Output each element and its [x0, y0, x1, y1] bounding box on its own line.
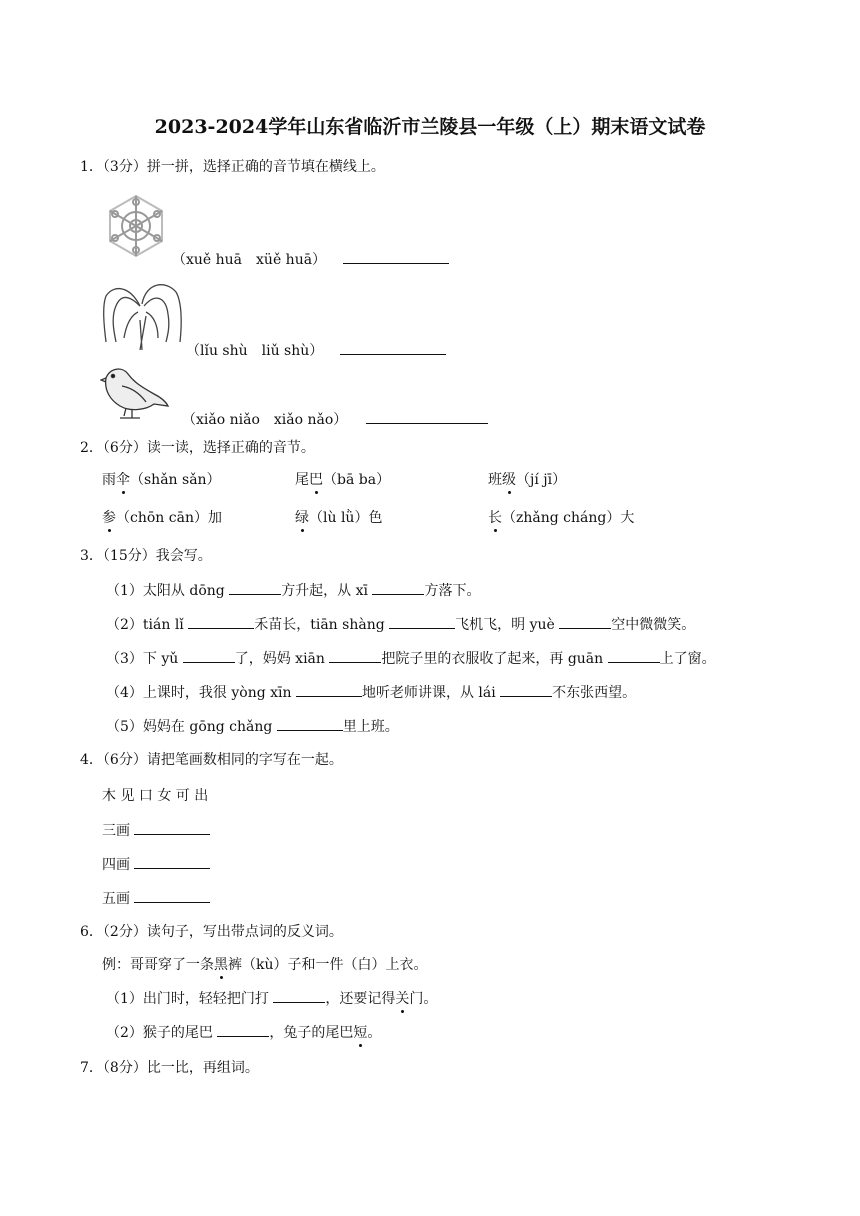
snowflake-icon — [102, 192, 170, 260]
q3-1-blank-2[interactable] — [372, 580, 424, 595]
q3-line-2: （2）tián lǐ 禾苗长，tiān shàng 飞机飞，明 yuè 空中微微笑。 — [106, 614, 695, 635]
q1-item1-row — [172, 249, 449, 270]
q4-row-three-strokes: 三画 — [102, 820, 210, 841]
q6-2-blank[interactable] — [217, 1022, 269, 1037]
q4-blank-2[interactable] — [134, 854, 210, 869]
q6-line-2: （2）猴子的尾巴 ，兔子的尾巴短。 — [106, 1022, 381, 1043]
q7-stem: 7．（8分）比一比，再组词。 — [80, 1060, 259, 1076]
q4-characters: 木 见 口 女 可 出 — [102, 788, 209, 804]
q1-item1-answer-blank[interactable] — [343, 249, 449, 264]
q3-4-blank-2[interactable] — [500, 682, 552, 697]
q1-item3-options: （xiǎo niǎo xiǎo nǎo） — [182, 412, 348, 428]
q3-line-5: （5）妈妈在 gōng chǎng 里上班。 — [106, 716, 399, 737]
q6-line-1: （1）出门时，轻轻把门打 ，还要记得关门。 — [106, 988, 437, 1009]
q3-3-blank-1[interactable] — [183, 648, 235, 663]
bird-icon — [100, 364, 170, 422]
q3-2-blank-3[interactable] — [559, 614, 611, 629]
q3-line-4: （4）上课时，我很 yòng xīn 地听老师讲课，从 lái 不东张西望。 — [106, 682, 636, 703]
q4-blank-1[interactable] — [134, 820, 210, 835]
q2-word-6: 长（zhǎng cháng）大 — [488, 510, 635, 526]
q6-stem: 6．（2分）读句子，写出带点词的反义词。 — [80, 924, 343, 940]
q2-stem: 2．（6分）读一读，选择正确的音节。 — [80, 440, 315, 456]
q4-stem: 4．（6分）请把笔画数相同的字写在一起。 — [80, 752, 343, 768]
q3-3-blank-3[interactable] — [608, 648, 660, 663]
q3-5-blank-1[interactable] — [277, 716, 343, 731]
q6-1-blank[interactable] — [273, 988, 325, 1003]
q3-3-blank-2[interactable] — [329, 648, 381, 663]
q6-example: 例：哥哥穿了一条黑裤（kù）子和一件（白）上衣。 — [102, 957, 428, 973]
q1-item3-answer-blank[interactable] — [366, 409, 488, 424]
q4-row-five-strokes: 五画 — [102, 888, 210, 909]
q2-word-1: 雨伞（shǎn sǎn） — [102, 472, 221, 488]
q1-item2-row — [186, 340, 446, 361]
q2-word-2: 尾巴（bā ba） — [295, 472, 391, 488]
q3-line-3: （3）下 yǔ 了，妈妈 xiān 把院子里的衣服收了起来，再 guān 上了窗。 — [106, 648, 716, 669]
willow-tree-icon — [100, 276, 186, 352]
q2-word-4: 参（chōn cān）加 — [102, 510, 222, 526]
q2-word-5: 绿（lù lǜ）色 — [295, 510, 383, 526]
q4-blank-3[interactable] — [134, 888, 210, 903]
q3-stem: 3．（15分）我会写。 — [80, 548, 212, 564]
q1-item3-row — [182, 409, 488, 430]
q1-stem: 1．（3分）拼一拼，选择正确的音节填在横线上。 — [80, 159, 385, 175]
q3-4-blank-1[interactable] — [296, 682, 362, 697]
q1-item1-options: （xuě huā xüě huā） — [172, 252, 327, 268]
q3-2-blank-2[interactable] — [389, 614, 455, 629]
q2-word-3: 班级（jí jī） — [488, 472, 567, 488]
q3-line-1: （1）太阳从 dōng 方升起，从 xī 方落下。 — [106, 580, 480, 601]
q1-item2-options: （lǐu shù liǔ shù） — [186, 343, 324, 359]
q1-item2-answer-blank[interactable] — [340, 340, 446, 355]
page-title: 2023-2024学年山东省临沂市兰陵县一年级（上）期末语文试卷 — [154, 116, 706, 138]
q3-1-blank-1[interactable] — [229, 580, 281, 595]
q4-row-four-strokes: 四画 — [102, 854, 210, 875]
q3-2-blank-1[interactable] — [188, 614, 254, 629]
